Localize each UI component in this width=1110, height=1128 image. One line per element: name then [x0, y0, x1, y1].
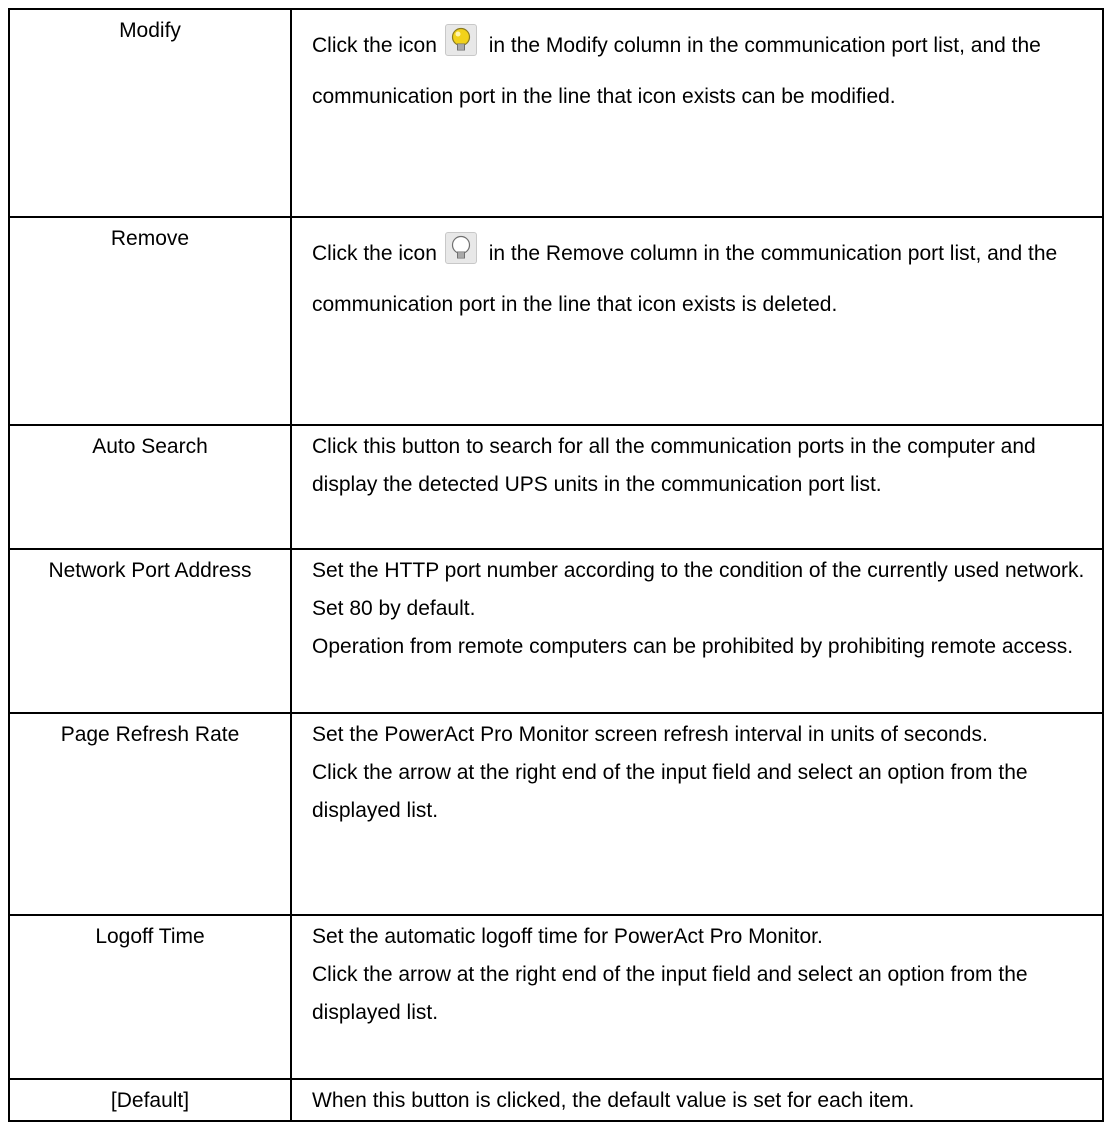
lightbulb-on-icon [445, 24, 477, 56]
table-row-modify [9, 9, 1103, 217]
description-text-end: in the Remove column in the communication port list, and the communication port in the line that icon exists is deleted. [312, 242, 1058, 316]
term-cell [9, 915, 291, 1079]
term-default: [Default] [110, 1089, 190, 1112]
description-text-start: Click the icon [312, 242, 437, 265]
term-cell [9, 425, 291, 549]
term-cell [9, 549, 291, 713]
description-cell [291, 915, 1103, 1079]
lightbulb-off-icon [445, 232, 477, 264]
term-cell [9, 713, 291, 915]
term-network-port-address: Network Port Address [48, 559, 252, 582]
term-cell [9, 217, 291, 425]
description-cell [291, 217, 1103, 425]
description-paragraph: Operation from remote computers can be prohibited by prohibiting remote access. [312, 635, 1074, 658]
term-cell [9, 1079, 291, 1121]
term-page-refresh-rate: Page Refresh Rate [60, 723, 240, 746]
table-row-page-refresh-rate [9, 713, 1103, 915]
description-paragraph: Set the automatic logoff time for PowerAct Pro Monitor. [312, 925, 823, 948]
term-cell [9, 9, 291, 217]
description-paragraph: Click this button to search for all the communication ports in the computer and display the detected UPS units in the communication port list. [312, 435, 1036, 496]
term-modify: Modify [119, 19, 181, 42]
term-auto-search: Auto Search [92, 435, 208, 458]
term-remove: Remove [110, 227, 190, 250]
description-paragraph: Set the PowerAct Pro Monitor screen refresh interval in units of seconds. [312, 723, 988, 746]
description-text-end: in the Modify column in the communication port list, and the communication port in the line that icon exists can be modified. [312, 34, 1041, 108]
description-text-start: Click the icon [312, 34, 437, 57]
description-paragraph: Click the arrow at the right end of the input field and select an option from the displayed list. [312, 761, 1028, 822]
table-row-default [9, 1079, 1103, 1121]
description-cell [291, 9, 1103, 217]
description-paragraph: Click the arrow at the right end of the input field and select an option from the displayed list. [312, 963, 1028, 1024]
description-cell [291, 549, 1106, 713]
term-logoff-time: Logoff Time [95, 925, 205, 948]
description-cell [291, 425, 1103, 549]
description-cell [291, 713, 1103, 915]
table-row-remove [9, 217, 1103, 425]
table-row-auto-search [9, 425, 1103, 549]
description-cell [291, 1079, 1103, 1121]
table-row-network-port-address [9, 549, 1103, 713]
description-paragraph: Set the HTTP port number according to the condition of the currently used network. Set 80 by default. [312, 559, 1106, 620]
settings-description-table [8, 8, 1104, 1122]
description-paragraph: When this button is clicked, the default value is set for each item. [312, 1089, 915, 1112]
table-row-logoff-time [9, 915, 1103, 1079]
